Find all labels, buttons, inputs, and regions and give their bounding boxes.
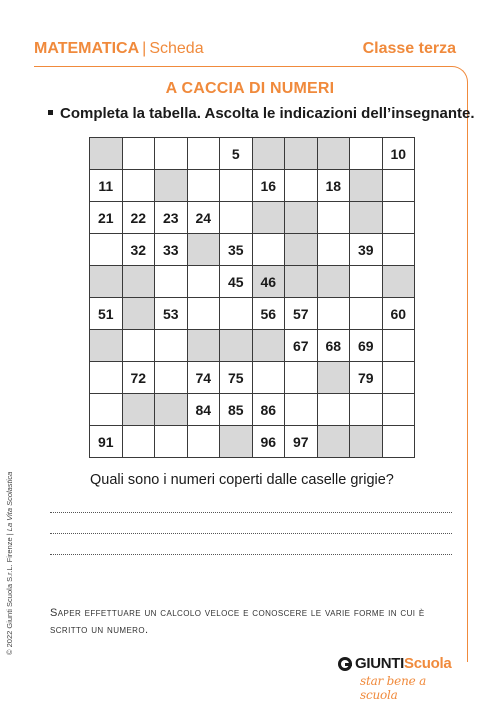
gray-cell — [122, 394, 155, 426]
gray-cell — [122, 298, 155, 330]
gray-cell — [90, 330, 123, 362]
empty-cell[interactable] — [317, 234, 350, 266]
gray-cell — [187, 234, 220, 266]
empty-cell[interactable] — [155, 362, 188, 394]
empty-cell[interactable] — [187, 426, 220, 458]
empty-cell[interactable] — [187, 266, 220, 298]
number-cell: 69 — [350, 330, 383, 362]
number-cell: 10 — [382, 138, 415, 170]
instruction — [48, 105, 475, 122]
grid-row — [90, 202, 415, 234]
empty-cell[interactable] — [155, 426, 188, 458]
number-cell: 91 — [90, 426, 123, 458]
number-cell: 57 — [285, 298, 318, 330]
gray-cell — [317, 426, 350, 458]
empty-cell[interactable] — [317, 298, 350, 330]
gray-cell — [285, 202, 318, 234]
gray-cell — [122, 266, 155, 298]
publisher-logo — [338, 655, 458, 702]
number-cell: 97 — [285, 426, 318, 458]
number-cell: 96 — [252, 426, 285, 458]
grid-row — [90, 234, 415, 266]
number-cell: 85 — [220, 394, 253, 426]
grid-row — [90, 362, 415, 394]
empty-cell[interactable] — [187, 138, 220, 170]
number-cell: 35 — [220, 234, 253, 266]
gray-cell — [220, 330, 253, 362]
gray-cell — [350, 426, 383, 458]
empty-cell[interactable] — [90, 362, 123, 394]
exercise-title: A CACCIA DI NUMERI — [165, 80, 335, 97]
empty-cell[interactable] — [122, 138, 155, 170]
number-cell: 11 — [90, 170, 123, 202]
giunti-logo-icon — [338, 657, 352, 671]
gray-cell — [155, 170, 188, 202]
empty-cell[interactable] — [382, 234, 415, 266]
number-cell: 75 — [220, 362, 253, 394]
subject-name: MATEMATICA — [34, 40, 140, 57]
grid-row — [90, 266, 415, 298]
instruction-text: Completa la tabella. Ascolta le indicazioni dell’insegnante. — [60, 105, 475, 122]
empty-cell[interactable] — [155, 330, 188, 362]
empty-cell[interactable] — [350, 266, 383, 298]
number-cell: 68 — [317, 330, 350, 362]
copyright-text: © 2022 Giunti Scuola S.r.L. Firenze | — [5, 531, 14, 655]
question-text: Quali sono i numeri coperti dalle caselle grigie? — [90, 472, 394, 488]
number-cell: 21 — [90, 202, 123, 234]
gray-cell — [382, 266, 415, 298]
answer-line-1[interactable] — [50, 512, 452, 513]
number-cell: 33 — [155, 234, 188, 266]
empty-cell[interactable] — [382, 362, 415, 394]
number-cell: 39 — [350, 234, 383, 266]
logo-tagline: star bene a scuola — [360, 674, 427, 702]
empty-cell[interactable] — [382, 330, 415, 362]
number-cell: 79 — [350, 362, 383, 394]
empty-cell[interactable] — [382, 170, 415, 202]
gray-cell — [285, 266, 318, 298]
number-cell: 60 — [382, 298, 415, 330]
publication-name: La Vita Scolastica — [5, 471, 14, 532]
number-cell: 18 — [317, 170, 350, 202]
number-cell: 5 — [220, 138, 253, 170]
number-cell: 51 — [90, 298, 123, 330]
grid-row — [90, 298, 415, 330]
grid-row — [90, 394, 415, 426]
empty-cell[interactable] — [350, 298, 383, 330]
empty-cell[interactable] — [285, 170, 318, 202]
empty-cell[interactable] — [317, 202, 350, 234]
copyright-notice — [5, 472, 14, 655]
empty-cell[interactable] — [382, 394, 415, 426]
empty-cell[interactable] — [122, 426, 155, 458]
empty-cell[interactable] — [155, 266, 188, 298]
empty-cell[interactable] — [220, 170, 253, 202]
empty-cell[interactable] — [382, 202, 415, 234]
empty-cell[interactable] — [350, 394, 383, 426]
answer-line-3[interactable] — [50, 554, 452, 555]
grid-row — [90, 138, 415, 170]
grid-row — [90, 170, 415, 202]
number-cell: 45 — [220, 266, 253, 298]
grid-row — [90, 330, 415, 362]
number-cell: 24 — [187, 202, 220, 234]
gray-cell — [285, 138, 318, 170]
subject-label — [34, 40, 204, 58]
empty-cell[interactable] — [187, 298, 220, 330]
number-cell: 86 — [252, 394, 285, 426]
gray-cell — [285, 234, 318, 266]
gray-cell — [350, 170, 383, 202]
gray-cell — [317, 266, 350, 298]
number-cell: 84 — [187, 394, 220, 426]
empty-cell[interactable] — [90, 394, 123, 426]
header-separator: | — [142, 40, 147, 57]
gray-cell: 46 — [252, 266, 285, 298]
gray-cell — [317, 138, 350, 170]
number-cell: 56 — [252, 298, 285, 330]
empty-cell[interactable] — [252, 234, 285, 266]
gray-cell — [90, 138, 123, 170]
gray-cell — [220, 426, 253, 458]
gray-cell — [252, 202, 285, 234]
empty-cell[interactable] — [285, 394, 318, 426]
number-cell: 22 — [122, 202, 155, 234]
answer-line-2[interactable] — [50, 533, 452, 534]
gray-cell — [252, 330, 285, 362]
number-cell: 53 — [155, 298, 188, 330]
page-header — [34, 40, 456, 62]
gray-cell — [90, 266, 123, 298]
sheet-type: Scheda — [149, 40, 204, 57]
brand-main: GIUNTI — [355, 655, 405, 672]
gray-cell — [252, 138, 285, 170]
gray-cell — [155, 394, 188, 426]
brand-accent: Scuola — [404, 655, 452, 672]
gray-cell — [317, 362, 350, 394]
number-cell: 67 — [285, 330, 318, 362]
grid-row — [90, 426, 415, 458]
number-cell: 16 — [252, 170, 285, 202]
gray-cell — [350, 202, 383, 234]
empty-cell[interactable] — [122, 170, 155, 202]
number-grid — [89, 137, 415, 458]
empty-cell[interactable] — [155, 138, 188, 170]
empty-cell[interactable] — [90, 234, 123, 266]
empty-cell[interactable] — [382, 426, 415, 458]
empty-cell[interactable] — [187, 170, 220, 202]
learning-goal: Saper effettuare un calcolo veloce e conoscere le varie forme in cui è scritto un numero. — [50, 607, 425, 636]
logo-brand — [355, 655, 451, 672]
empty-cell[interactable] — [220, 298, 253, 330]
grade-label: Classe terza — [362, 40, 456, 57]
empty-cell[interactable] — [350, 138, 383, 170]
gray-cell — [187, 330, 220, 362]
bullet-icon — [48, 110, 53, 115]
empty-cell[interactable] — [317, 394, 350, 426]
empty-cell[interactable] — [285, 362, 318, 394]
empty-cell[interactable] — [220, 202, 253, 234]
empty-cell[interactable] — [122, 330, 155, 362]
number-cell: 23 — [155, 202, 188, 234]
number-cell: 74 — [187, 362, 220, 394]
number-cell: 72 — [122, 362, 155, 394]
number-cell: 32 — [122, 234, 155, 266]
empty-cell[interactable] — [252, 362, 285, 394]
